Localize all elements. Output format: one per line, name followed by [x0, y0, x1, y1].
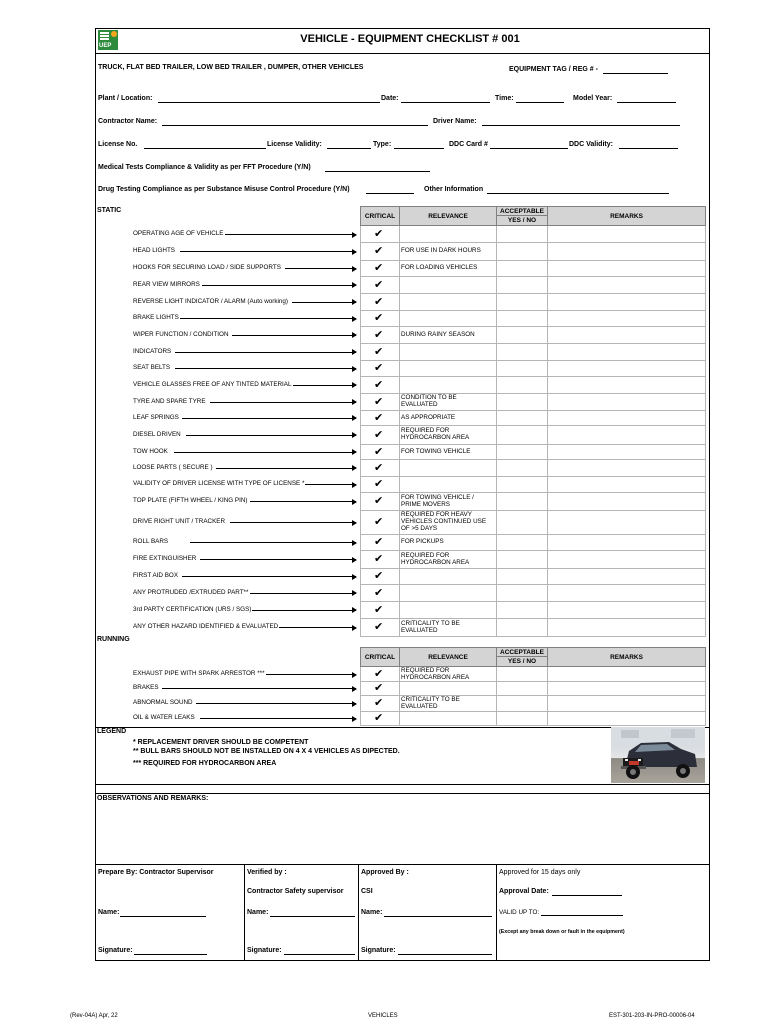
remarks-cell[interactable] — [548, 492, 705, 510]
item-arrow — [297, 484, 356, 485]
legend-line-2: ** BULL BARS SHOULD NOT BE INSTALLED ON 4 X 4 VEHICLES AS DIPECTED. — [133, 748, 400, 755]
approved-signature-line[interactable] — [398, 954, 492, 955]
item-arrow — [182, 418, 356, 419]
relevance-text: DURING RAINY SEASON — [401, 330, 475, 338]
check-mark-icon: ✔ — [374, 535, 384, 548]
remarks-cell[interactable] — [548, 568, 705, 584]
check-mark-icon: ✔ — [374, 244, 384, 257]
remarks-cell[interactable] — [548, 326, 705, 343]
title-divider — [95, 53, 710, 54]
time-label: Time: — [495, 95, 514, 102]
footer-doc-code: EST-301-203-IN-PRO-00006-04 — [609, 1013, 695, 1019]
other-info-label: Other Information — [424, 186, 484, 193]
item-arrow — [186, 435, 356, 436]
verified-name-line[interactable] — [270, 916, 355, 917]
check-mark-icon: ✔ — [374, 344, 384, 358]
acceptable-yes-no-cell[interactable] — [497, 444, 547, 459]
checklist-item-label: OIL & WATER LEAKS — [133, 714, 195, 721]
relevance-text: FOR USE IN DARK HOURS — [401, 247, 481, 255]
relevance-text: REQUIRED FOR HYDROCARBON AREA — [401, 666, 470, 681]
item-arrow — [250, 501, 356, 502]
observations-area[interactable] — [96, 805, 708, 863]
checklist-item-label: EXHAUST PIPE WITH SPARK ARRESTOR *** — [133, 670, 265, 677]
checklist-item-label: TOW HOOK — [133, 447, 168, 455]
column-divider — [496, 226, 497, 636]
column-divider — [547, 226, 548, 636]
checklist-item-label: BRAKES — [133, 684, 159, 691]
verified-signature-line[interactable] — [284, 954, 355, 955]
item-arrow — [210, 402, 356, 403]
checklist-item-label: HOOKS FOR SECURING LOAD / SIDE SUPPORTS — [133, 264, 281, 271]
ddc-card-label: DDC Card # — [449, 141, 488, 148]
relevance-text: CONDITION TO BE EVALUATED — [401, 394, 457, 409]
checklist-item-label: DRIVE RIGHT UNIT / TRACKER — [133, 518, 226, 525]
checklist-item-label: REAR VIEW MIRRORS — [133, 280, 200, 288]
checklist-item-label: OPERATING AGE OF VEHICLE — [133, 230, 224, 237]
relevance-text: CRITICALITY TO BE EVALUATED — [401, 619, 460, 634]
checklist-item-label: INDICATORS — [133, 347, 172, 355]
column-divider — [360, 667, 361, 725]
drug-testing-label: Drug Testing Compliance as per Substance Misuse Control Procedure (Y/N) — [98, 186, 350, 193]
acceptable-yes-no-cell[interactable] — [497, 276, 547, 293]
check-mark-icon: ✔ — [374, 227, 384, 240]
time-line[interactable] — [516, 102, 564, 103]
valid-up-to-label: VALID UP TO: — [499, 909, 540, 916]
checklist-item-label: VEHICLE GLASSES FREE OF ANY TINTED MATERIAL — [133, 380, 292, 388]
acceptable-yes-no-cell[interactable] — [497, 376, 547, 393]
check-mark-icon: ✔ — [374, 377, 384, 391]
running-relevance-header: RELEVANCE — [399, 647, 497, 667]
remarks-cell[interactable] — [548, 293, 705, 310]
remarks-cell[interactable] — [548, 226, 705, 242]
pickup-truck-image — [611, 727, 705, 783]
acceptable-yes-no-cell[interactable] — [497, 695, 547, 711]
check-mark-icon: ✔ — [374, 460, 384, 474]
observations-top-divider — [95, 784, 710, 785]
prepare-name-line[interactable] — [120, 916, 206, 917]
approval-date-line[interactable] — [552, 895, 622, 896]
check-mark-icon: ✔ — [374, 361, 384, 374]
item-arrow — [250, 593, 356, 594]
column-divider — [360, 226, 361, 636]
check-mark-icon: ✔ — [374, 696, 384, 709]
remarks-cell[interactable] — [548, 618, 705, 636]
check-mark-icon: ✔ — [374, 602, 384, 616]
checklist-item-label: LOOSE PARTS ( SECURE ) — [133, 463, 213, 471]
acceptable-yes-no-cell[interactable] — [497, 667, 547, 681]
approval-date-label: Approval Date: — [499, 888, 549, 895]
prepare-signature-line[interactable] — [134, 954, 207, 955]
remarks-cell[interactable] — [548, 667, 705, 681]
acceptable-yes-no-cell[interactable] — [497, 534, 547, 550]
item-arrow — [230, 522, 356, 523]
item-arrow — [200, 718, 356, 719]
date-label: Date: — [381, 95, 399, 102]
column-divider — [399, 226, 400, 636]
remarks-cell[interactable] — [548, 695, 705, 711]
check-mark-icon: ✔ — [374, 327, 384, 341]
check-mark-icon: ✔ — [374, 427, 384, 441]
license-no-line[interactable] — [144, 148, 266, 149]
signoff-col-3 — [496, 864, 497, 961]
check-mark-icon: ✔ — [374, 667, 384, 680]
acceptable-yes-no-cell[interactable] — [497, 310, 547, 326]
static-acceptable-header: ACCEPTABLE — [496, 206, 548, 216]
approved-name-line[interactable] — [384, 916, 492, 917]
acceptable-yes-no-cell[interactable] — [497, 510, 547, 534]
check-mark-icon: ✔ — [374, 494, 384, 507]
remarks-cell[interactable] — [548, 601, 705, 618]
vehicle-types: TRUCK, FLAT BED TRAILER, LOW BED TRAILER , DUMPER, OTHER VEHICLES — [98, 64, 364, 71]
remarks-cell[interactable] — [548, 393, 705, 410]
item-arrow — [174, 452, 356, 453]
acceptable-yes-no-cell[interactable] — [497, 681, 547, 695]
static-remarks-header: REMARKS — [547, 206, 706, 226]
check-mark-icon: ✔ — [374, 620, 384, 633]
item-arrow — [202, 285, 356, 286]
relevance-text: CRITICALITY TO BE EVALUATED — [401, 695, 460, 710]
item-arrow — [180, 318, 356, 319]
acceptable-yes-no-cell[interactable] — [497, 601, 547, 618]
equipment-tag-label: EQUIPMENT TAG / REG # - — [509, 66, 598, 73]
relevance-text: REQUIRED FOR HYDROCARBON AREA — [401, 427, 470, 442]
license-validity-label: License Validity: — [267, 141, 322, 148]
drug-testing-line[interactable] — [366, 193, 414, 194]
checklist-item-label: REVERSE LIGHT INDICATOR / ALARM (Auto working) — [133, 297, 289, 305]
item-arrow — [200, 559, 356, 560]
remarks-cell[interactable] — [548, 425, 705, 444]
item-arrow — [216, 468, 356, 469]
verified-signature-label: Signature: — [247, 947, 282, 954]
item-arrow — [262, 674, 356, 675]
column-divider — [547, 667, 548, 725]
acceptable-yes-no-cell[interactable] — [497, 492, 547, 510]
approved-signature-label: Signature: — [361, 947, 396, 954]
checklist-item-label: ROLL BARS — [133, 538, 169, 545]
remarks-cell[interactable] — [548, 260, 705, 276]
remarks-cell[interactable] — [548, 444, 705, 459]
exception-note: (Except any break down or fault in the equipment) — [499, 929, 625, 935]
column-divider — [705, 667, 706, 725]
column-divider — [399, 667, 400, 725]
remarks-cell[interactable] — [548, 459, 705, 476]
item-arrow — [175, 352, 356, 353]
contractor-name-line[interactable] — [162, 125, 428, 126]
check-mark-icon: ✔ — [374, 477, 384, 490]
check-mark-icon: ✔ — [374, 681, 384, 694]
acceptable-yes-no-cell[interactable] — [497, 360, 547, 376]
running-acceptable-header: ACCEPTABLE — [496, 647, 548, 657]
page-title: VEHICLE - EQUIPMENT CHECKLIST # 001 — [300, 33, 520, 45]
checklist-item-label: FIRST AID BOX — [133, 572, 179, 579]
remarks-cell[interactable] — [548, 410, 705, 425]
running-critical-header: CRITICAL — [360, 647, 400, 667]
remarks-cell[interactable] — [548, 550, 705, 568]
frame-bottom — [95, 960, 710, 961]
remarks-cell[interactable] — [548, 310, 705, 326]
prepare-name-label: Name: — [98, 909, 120, 916]
medical-compliance-line[interactable] — [325, 171, 430, 172]
acceptable-yes-no-cell[interactable] — [497, 293, 547, 310]
relevance-text: REQUIRED FOR HEAVY VEHICLES CONTINUED USE OF >5 DAYS — [401, 511, 487, 533]
observations-bottom-divider — [95, 864, 710, 865]
checklist-item-label: FIRE EXTINGUISHER — [133, 555, 197, 562]
acceptable-yes-no-cell[interactable] — [497, 410, 547, 425]
remarks-cell[interactable] — [548, 534, 705, 550]
acceptable-yes-no-cell[interactable] — [497, 326, 547, 343]
item-arrow — [190, 542, 356, 543]
legend-label: LEGEND — [97, 728, 127, 735]
legend-line-3: *** REQUIRED FOR HYDROCARBON AREA — [133, 760, 277, 767]
acceptable-yes-no-cell[interactable] — [497, 393, 547, 410]
approved-days-note: Approved for 15 days only — [499, 869, 581, 876]
contractor-name-label: Contractor Name: — [98, 118, 158, 125]
acceptable-yes-no-cell[interactable] — [497, 226, 547, 242]
type-line[interactable] — [394, 148, 444, 149]
remarks-cell[interactable] — [548, 510, 705, 534]
acceptable-yes-no-cell[interactable] — [497, 618, 547, 636]
row-divider — [360, 636, 706, 637]
approved-role: CSI — [361, 888, 373, 895]
static-relevance-header: RELEVANCE — [399, 206, 497, 226]
acceptable-yes-no-cell[interactable] — [497, 584, 547, 601]
item-arrow — [292, 302, 356, 303]
column-divider — [496, 667, 497, 725]
medical-compliance-label: Medical Tests Compliance & Validity as per FFT Procedure (Y/N) — [98, 164, 311, 171]
approved-by-label: Approved By : — [361, 869, 409, 876]
running-yesno-header: YES / NO — [496, 656, 548, 667]
relevance-text: FOR TOWING VEHICLE / PRIME MOVERS — [401, 493, 474, 508]
static-yesno-header: YES / NO — [496, 215, 548, 226]
check-mark-icon: ✔ — [374, 515, 384, 528]
checklist-item-label: DIESEL DRIVEN — [133, 430, 181, 438]
item-arrow — [196, 703, 356, 704]
model-year-line[interactable] — [617, 102, 676, 103]
column-divider — [705, 226, 706, 636]
check-mark-icon: ✔ — [374, 277, 384, 291]
ddc-validity-line[interactable] — [619, 148, 678, 149]
remarks-cell[interactable] — [548, 584, 705, 601]
footer-center: VEHICLES — [368, 1013, 398, 1019]
checklist-item-label: TOP PLATE (FIFTH WHEEL / KING PIN) — [133, 497, 248, 504]
item-arrow — [162, 688, 356, 689]
driver-name-line[interactable] — [482, 125, 680, 126]
item-arrow — [232, 335, 356, 336]
equipment-tag-line[interactable] — [603, 73, 668, 74]
verified-name-label: Name: — [247, 909, 269, 916]
checklist-item-label: ANY OTHER HAZARD IDENTIFIED & EVALUATED — [133, 623, 279, 630]
remarks-cell[interactable] — [548, 276, 705, 293]
remarks-cell[interactable] — [548, 376, 705, 393]
verified-role: Contractor Safety supervisor — [247, 888, 344, 895]
footer-revision: (Rev-04A) Apr, 22 — [70, 1013, 118, 1019]
acceptable-yes-no-cell[interactable] — [497, 476, 547, 492]
item-arrow — [182, 576, 356, 577]
static-critical-header: CRITICAL — [360, 206, 400, 226]
relevance-text: FOR PICKUPS — [401, 538, 444, 546]
frame-top — [95, 28, 710, 29]
observations-label: OBSERVATIONS AND REMARKS: — [97, 795, 209, 802]
acceptable-yes-no-cell[interactable] — [497, 550, 547, 568]
check-mark-icon: ✔ — [374, 552, 384, 565]
checklist-item-label: BRAKE LIGHTS — [133, 314, 179, 321]
check-mark-icon: ✔ — [374, 261, 384, 274]
check-mark-icon: ✔ — [374, 585, 384, 599]
checklist-item-label: SEAT BELTS — [133, 364, 171, 371]
driver-name-label: Driver Name: — [433, 118, 477, 125]
check-mark-icon: ✔ — [374, 311, 384, 324]
other-info-line[interactable] — [487, 193, 669, 194]
acceptable-yes-no-cell[interactable] — [497, 711, 547, 725]
relevance-text: FOR TOWING VEHICLE — [401, 447, 471, 455]
acceptable-yes-no-cell[interactable] — [497, 242, 547, 260]
ddc-validity-label: DDC Validity: — [569, 141, 613, 148]
running-remarks-header: REMARKS — [547, 647, 706, 667]
check-mark-icon: ✔ — [374, 569, 384, 582]
acceptable-yes-no-cell[interactable] — [497, 459, 547, 476]
legend-line-1: * REPLACEMENT DRIVER SHOULD BE COMPETENT — [133, 739, 309, 746]
acceptable-yes-no-cell[interactable] — [497, 425, 547, 444]
checklist-item-label: LEAF SPRINGS — [133, 413, 179, 421]
prepare-signature-label: Signature: — [98, 947, 133, 954]
signoff-col-1 — [244, 864, 245, 961]
license-validity-line[interactable] — [327, 148, 371, 149]
check-mark-icon: ✔ — [374, 394, 384, 408]
observations-top-divider-2 — [95, 793, 710, 794]
item-arrow — [175, 368, 356, 369]
checklist-item-label: WIPER FUNCTION / CONDITION — [133, 330, 229, 338]
checklist-item-label: 3rd PARTY CERTIFICATION (URS / SGS) — [133, 605, 252, 613]
approved-name-label: Name: — [361, 909, 383, 916]
relevance-text: AS APPROPRIATE — [401, 413, 456, 421]
valid-up-to-line[interactable] — [541, 915, 623, 916]
uep-logo — [98, 30, 118, 50]
item-arrow — [205, 234, 356, 235]
prepare-by-label: Prepare By: Contractor Supervisor — [98, 869, 214, 876]
relevance-text: FOR LOADING VEHICLES — [401, 264, 478, 272]
remarks-cell[interactable] — [548, 343, 705, 360]
verified-by-label: Verified by : — [247, 869, 287, 876]
plant-location-line[interactable] — [158, 102, 380, 103]
check-mark-icon: ✔ — [374, 711, 384, 724]
item-arrow — [285, 268, 356, 269]
check-mark-icon: ✔ — [374, 294, 384, 308]
vehicle-photo — [611, 727, 705, 783]
model-year-label: Model Year: — [573, 95, 613, 102]
running-section-label: RUNNING — [97, 636, 130, 643]
item-arrow — [180, 251, 356, 252]
logo-label: UEP — [98, 43, 118, 50]
checklist-item-label: ANY PROTRUDED /EXTRUDED PART** — [133, 588, 249, 596]
row-divider — [360, 725, 706, 726]
acceptable-yes-no-cell[interactable] — [497, 343, 547, 360]
checklist-item-label: ABNORMAL SOUND — [133, 699, 193, 706]
frame-right — [709, 28, 710, 960]
checklist-item-label: VALIDITY OF DRIVER LICENSE WITH TYPE OF LICENSE * — [133, 480, 305, 487]
checklist-item-label: HEAD LIGHTS — [133, 247, 175, 254]
check-mark-icon: ✔ — [374, 410, 384, 424]
acceptable-yes-no-cell[interactable] — [497, 568, 547, 584]
remarks-cell[interactable] — [548, 242, 705, 260]
remarks-cell[interactable] — [548, 476, 705, 492]
relevance-text: REQUIRED FOR HYDROCARBON AREA — [401, 551, 470, 566]
type-label: Type: — [373, 141, 392, 148]
check-mark-icon: ✔ — [374, 444, 384, 458]
date-line[interactable] — [401, 102, 490, 103]
remarks-cell[interactable] — [548, 681, 705, 695]
static-section-label: STATIC — [97, 207, 122, 214]
signoff-col-2 — [358, 864, 359, 961]
plant-location-label: Plant / Location: — [98, 95, 153, 102]
acceptable-yes-no-cell[interactable] — [497, 260, 547, 276]
remarks-cell[interactable] — [548, 360, 705, 376]
license-no-label: License No. — [98, 141, 138, 148]
checklist-item-label: TYRE AND SPARE TYRE — [133, 397, 206, 405]
ddc-card-line[interactable] — [490, 148, 568, 149]
remarks-cell[interactable] — [548, 711, 705, 725]
